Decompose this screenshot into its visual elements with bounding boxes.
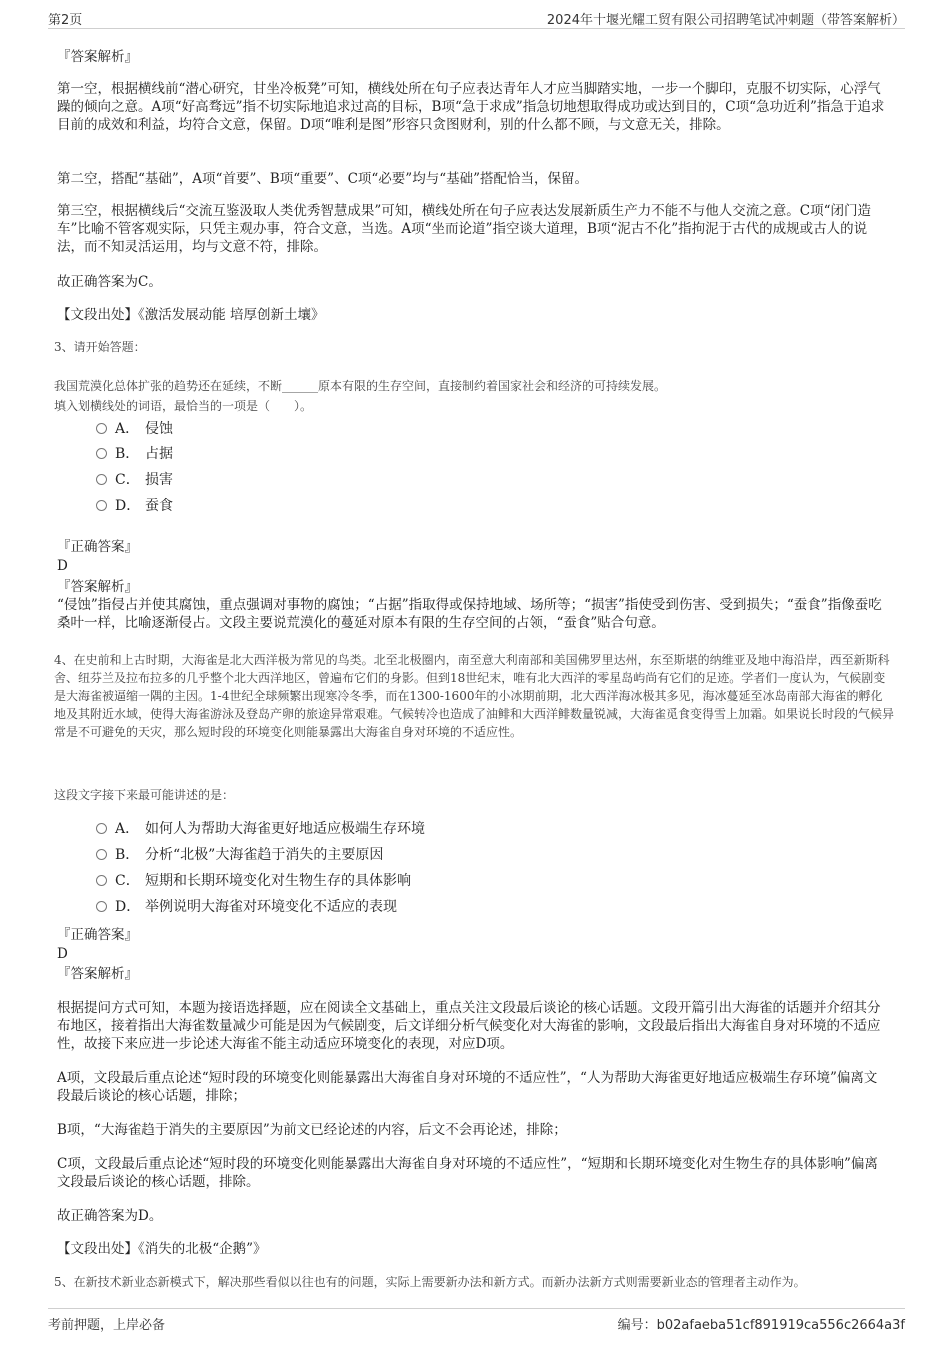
q4-option-c[interactable]: C． 短期和长期环境变化对生物生存的具体影响 [96, 871, 411, 891]
q2-analysis-p3: 第三空，根据横线后“交流互鉴汲取人类优秀智慧成果”可知，横线处所在句子应表达发展新质生产力不能不与他人交流之意。C项“闭门造车”比喻不管客观实际，只凭主观办事，符合文意，当选。A项“坐而论道”指空谈大道理，B项“泥古不化”指拘泥于古代的成规或古人的说法，而不知灵活运用，均与文意不符，排除。 [57, 203, 872, 255]
radio-icon[interactable] [96, 500, 107, 511]
q4-analysis-p1: 根据提问方式可知，本题为接语选择题，应在阅读全文基础上，重点关注文段最后谈论的核心话题。文段开篇引出大海雀的话题并介绍其分布地区，接着指出大海雀数量减少可能是因为气候剧变，后文详细分析气候变化对大海雀的影响，文段最后指出大海雀自身对环境的不适应性，故接下来应进一步论述大海雀不能主动适应环境变化的表现，对应D项。 [57, 1000, 881, 1052]
radio-icon[interactable] [96, 823, 107, 834]
q3-option-b[interactable]: B． 占据 [96, 444, 173, 464]
radio-icon[interactable] [96, 474, 107, 485]
q4-analysis-p2: A项，文段最后重点论述“短时段的环境变化则能暴露出大海雀自身对环境的不适应性”，“人为帮助大海雀更好地适应极端生存环境”偏离文段最后谈论的核心话题，排除； [57, 1070, 878, 1104]
radio-icon[interactable] [96, 875, 107, 886]
q4-option-a[interactable]: A． 如何人为帮助大海雀更好地适应极端生存环境 [96, 819, 425, 839]
radio-icon[interactable] [96, 849, 107, 860]
q3-number: 3、请开始答题： [54, 340, 146, 354]
q3-answer: D [57, 558, 68, 574]
q4-answer-title: 『正确答案』 [57, 927, 138, 943]
q3-analysis-title: 『答案解析』 [57, 579, 138, 595]
q4-source: 【文段出处】《消失的北极“企鹅”》 [57, 1241, 267, 1257]
radio-icon[interactable] [96, 901, 107, 912]
radio-icon[interactable] [96, 423, 107, 434]
q4-passage: 4、在史前和上古时期，大海雀是北大西洋极为常见的鸟类。北至北极圈内，南至意大利南部和美国佛罗里达州，东至斯堪的纳维亚及地中海沿岸，西至新斯科舍、纽芬兰及拉布拉多的几乎整个北大西洋地区，曾遍布它们的身影。但到18世纪末，唯有北大西洋的零星岛屿尚有它们的足迹。学者们一度认为，气候剧变是大海雀被逼缩一隅的主因。1-4世纪全球频繁出现寒冷冬季，而在1300-1600年的小冰期前期，北大西洋海冰极其多见，海冰蔓延至冰岛南部大海雀的孵化地及其附近水域，使得大海雀游泳及登岛产卵的旅途异常艰难。气候转冷也造成了油鲱和大西洋鲱数量锐减，大海雀觅食变得雪上加霜。如果说长时段的气候异常是不可避免的天灾，那么短时段的环境变化则能暴露出大海雀自身对环境的不适应性。 [54, 653, 895, 739]
q2-conclusion: 故正确答案为C。 [57, 274, 162, 290]
q2-analysis-p2: 第二空，搭配“基础”，A项“首要”、B项“重要”、C项“必要”均与“基础”搭配恰当，保留。 [57, 171, 589, 187]
q4-prompt: 这段文字接下来最可能讲述的是： [54, 788, 235, 802]
q4-analysis-p4: C项，文段最后重点论述“短时段的环境变化则能暴露出大海雀自身对环境的不适应性”，“短期和长期环境变化对生物生存的具体影响”偏离文段最后谈论的核心话题，排除。 [57, 1156, 878, 1190]
radio-icon[interactable] [96, 448, 107, 459]
q5-stem: 5、在新技术新业态新模式下，解决那些看似以往也有的问题，实际上需要新办法和新方式。而新办法新方式则需要新业态的管理者主动作为。 [54, 1275, 806, 1289]
q4-option-d[interactable]: D． 举例说明大海雀对环境变化不适应的表现 [96, 897, 397, 917]
q3-prompt: 填入划横线处的词语，最恰当的一项是（ ）。 [54, 399, 313, 413]
q3-option-a[interactable]: A． 侵蚀 [96, 419, 173, 439]
q3-stem: 我国荒漠化总体扩张的趋势还在延续，不断______原本有限的生存空间，直接制约着国家社会和经济的可持续发展。 [54, 379, 667, 393]
q3-answer-title: 『正确答案』 [57, 539, 138, 555]
page-number: 第2页 [48, 13, 83, 28]
q3-option-c[interactable]: C． 损害 [96, 470, 173, 490]
page-footer [48, 1308, 905, 1333]
document-code: 编号：b02afaeba51cf891919ca556c2664a3f [617, 1318, 905, 1333]
q4-conclusion: 故正确答案为D。 [57, 1208, 163, 1224]
q4-analysis-title: 『答案解析』 [57, 966, 138, 982]
q3-analysis: “侵蚀”指侵占并使其腐蚀，重点强调对事物的腐蚀；“占据”指取得或保持地域、场所等；“损害”指使受到伤害、受到损失；“蚕食”指像蚕吃桑叶一样，比喻逐渐侵占。文段主要说荒漠化的蔓延对原本有限的生存空间的占领，“蚕食”贴合句意。 [57, 597, 882, 631]
q4-analysis-p3: B项，“大海雀趋于消失的主要原因”为前文已经论述的内容，后文不会再论述，排除； [57, 1122, 567, 1138]
q2-source: 【文段出处】《激活发展动能 培厚创新土壤》 [57, 307, 325, 323]
q4-option-b[interactable]: B． 分析“北极”大海雀趋于消失的主要原因 [96, 845, 383, 865]
q3-option-d[interactable]: D． 蚕食 [96, 496, 173, 516]
q2-analysis-title: 『答案解析』 [57, 49, 138, 65]
page-header [48, 6, 905, 29]
document-title: 2024年十堰光耀工贸有限公司招聘笔试冲刺题（带答案解析） [546, 13, 905, 28]
footer-slogan: 考前押题，上岸必备 [48, 1318, 166, 1333]
q2-analysis-p1: 第一空，根据横线前“潜心研究，甘坐冷板凳”可知，横线处所在句子应表达青年人才应当脚踏实地，一步一个脚印，克服不切实际，心浮气躁的倾向之意。A项“好高骛远”指不切实际地追求过高的目标，B项“急于求成”指急切地想取得成功或达到目的，C项“急功近利”指急于追求目前的成效和利益，均符合文意，保留。D项“唯利是图”形容只贪图财利，别的什么都不顾，与文意无关，排除。 [57, 81, 885, 133]
q4-answer: D [57, 946, 68, 962]
